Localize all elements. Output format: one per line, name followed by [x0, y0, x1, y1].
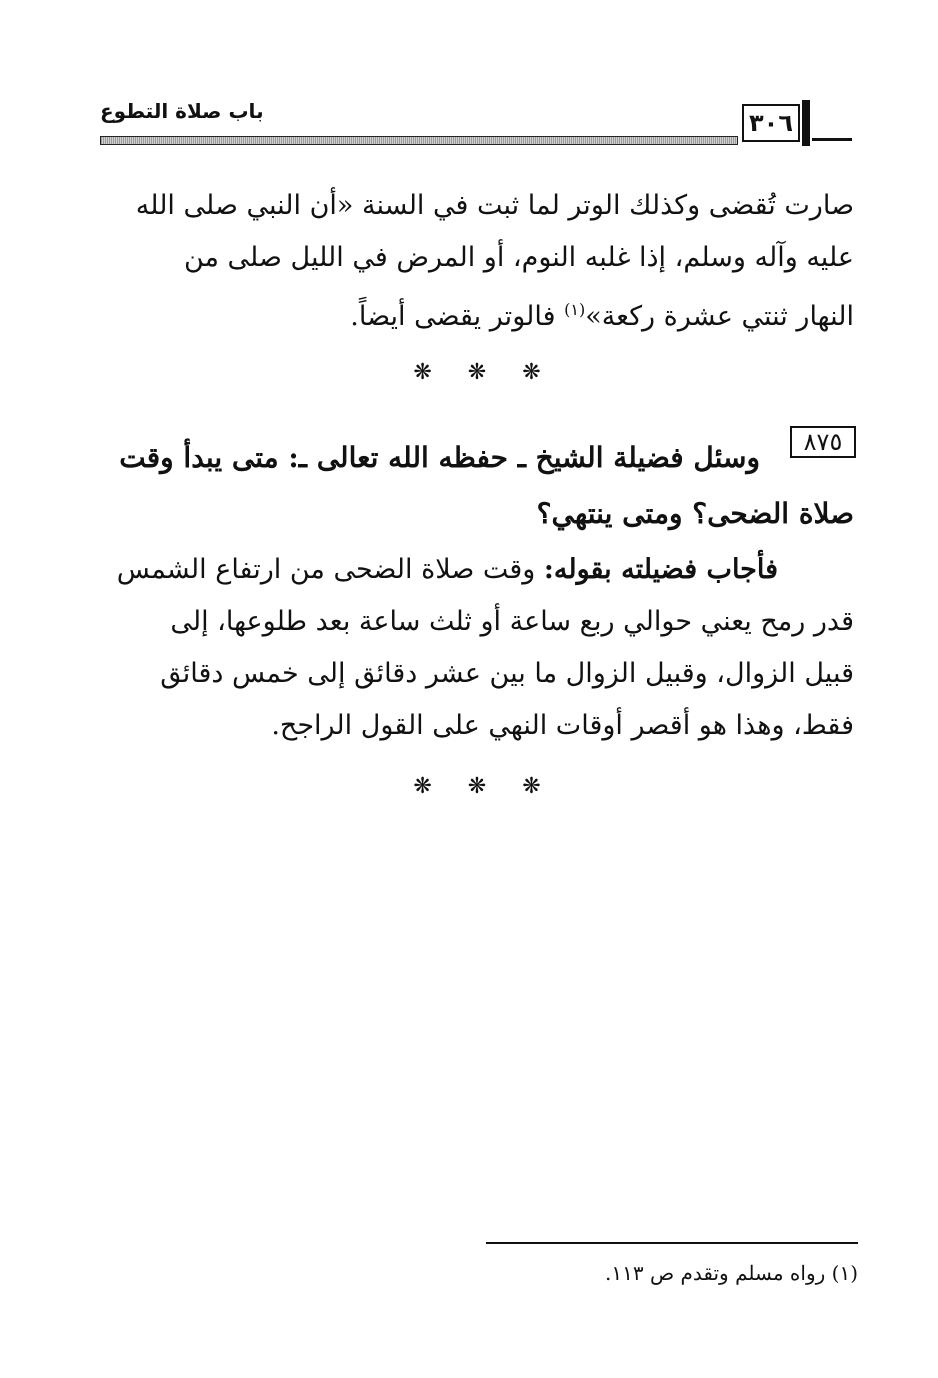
question-number: ٨٧٥ [790, 426, 856, 458]
question-text [100, 430, 854, 542]
page-number: ٣٠٦ [742, 104, 800, 142]
star-ornament: ❋ [413, 360, 432, 385]
text-line [100, 284, 854, 343]
footnote-text: رواه مسلم وتقدم ص ١١٣. [605, 1261, 832, 1285]
footnote-rule [486, 1242, 858, 1244]
paragraph-continuation [100, 180, 854, 343]
section-separator [100, 360, 854, 385]
text-segment: فالوتر يقضى أيضاً. [350, 301, 565, 332]
text-line: صلاة الضحى؟ ومتى ينتهي؟ [536, 497, 854, 530]
text-line [100, 544, 854, 596]
text-segment: وقت صلاة الضحى من ارتفاع الشمس [116, 554, 544, 585]
star-ornament: ❋ [467, 774, 487, 799]
section-separator [100, 774, 854, 799]
answer-text [100, 544, 854, 752]
star-ornament: ❋ [522, 774, 541, 799]
chapter-title: باب صلاة التطوع [100, 99, 264, 123]
text-line: عليه وآله وسلم، إذا غلبه النوم، أو المرض في الليل صلى من [183, 242, 854, 273]
footnote-number: (١) [831, 1261, 858, 1285]
text-line: فقط، وهذا هو أقصر أوقات النهي على القول الراجح. [271, 710, 854, 741]
star-ornament: ❋ [413, 774, 432, 799]
text-line: وسئل فضيلة الشيخ ـ حفظه الله تعالى ـ: متى يبدأ وقت [119, 441, 760, 474]
header-rule [100, 136, 738, 145]
answer-label: فأجاب فضيلته بقوله: [543, 554, 778, 585]
star-ornament: ❋ [467, 360, 487, 385]
footnote [486, 1258, 858, 1288]
footnote-reference: (١) [564, 300, 586, 319]
star-ornament: ❋ [522, 360, 541, 385]
text-line: قدر رمح يعني حوالي ربع ساعة أو ثلث ساعة بعد طلوعها، إلى [170, 606, 854, 637]
text-line: صارت تُقضى وكذلك الوتر لما ثبت في السنة «أن النبي صلى الله [135, 190, 854, 221]
text-segment: النهار ثنتي عشرة ركعة» [585, 301, 854, 332]
page-number-bar [802, 100, 810, 146]
text-line: قبيل الزوال، وقبيل الزوال ما بين عشر دقائق إلى خمس دقائق [160, 658, 854, 689]
header-rule-right [812, 138, 852, 141]
